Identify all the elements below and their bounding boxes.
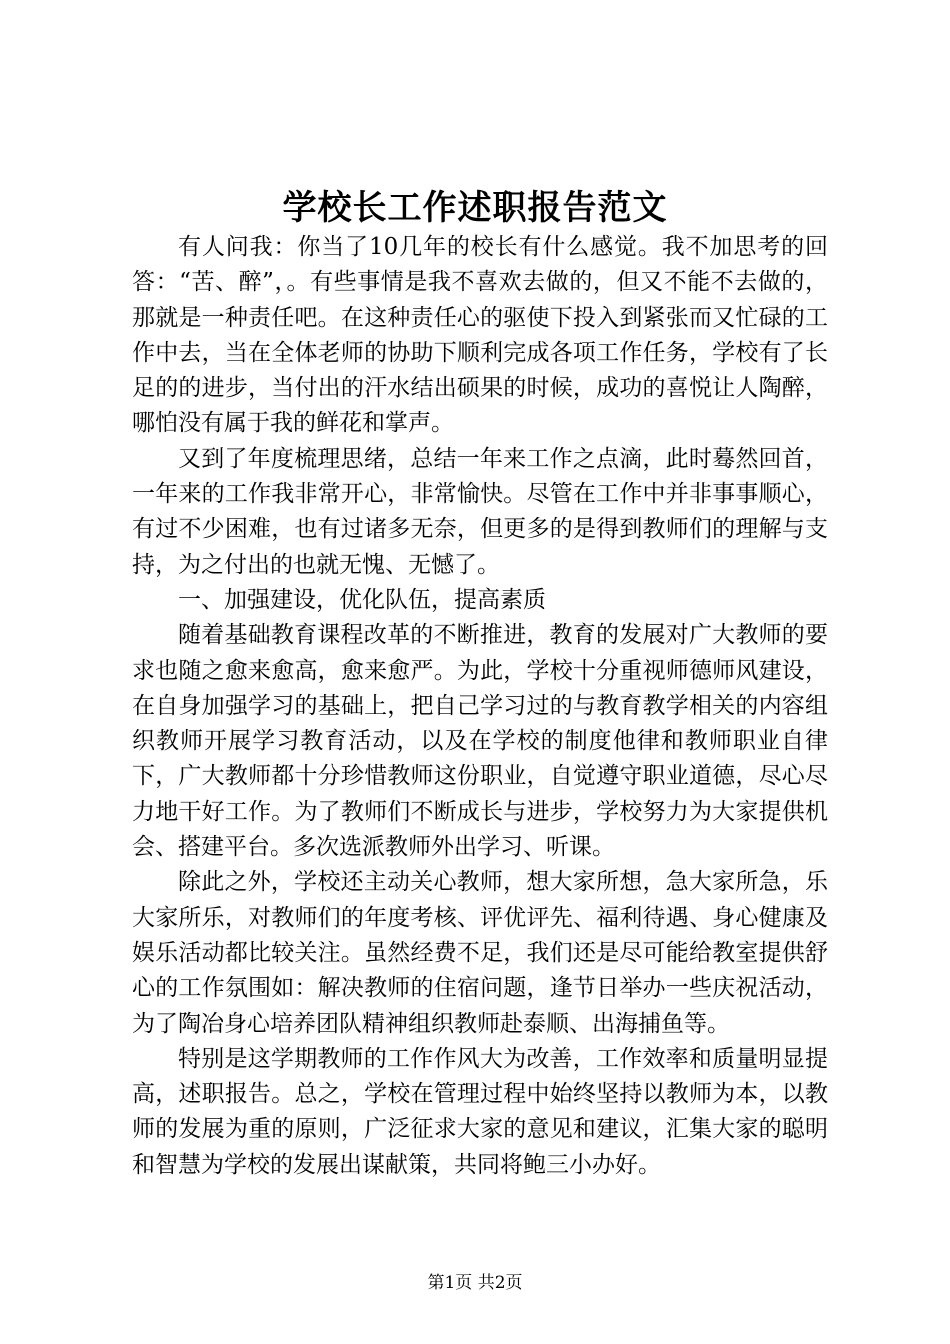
paragraph-teacher-care: 除此之外，学校还主动关心教师，想大家所想，急大家所急，乐大家所乐，对教师们的年度考核、评优评先、福利待遇、身心健康及娱乐活动都比较关注。虽然经费不足，我们还是尽可能给教室提供舒心的工作氛围如：解决教师的住宿问题，逢节日举办一些庆祝活动，为了陶冶身心培养团队精神组织教师赴泰顺、出海捕鱼等。	[132, 869, 828, 1037]
document-body	[132, 230, 828, 1183]
section-heading: 一、加强建设，优化队伍，提高素质	[178, 586, 546, 613]
paragraph-intro: 有人问我：你当了10几年的校长有什么感觉。我不加思考的回答：“苦、醉”，。有些事情是我不喜欢去做的，但又不能不去做的，那就是一种责任吧。在这种责任心的驱使下投入到紧张而又忙碌的工作中去，当在全体老师的协助下顺利完成各项工作任务，学校有了长足的的进步，当付出的汗水结出硕果的时候，成功的喜悦让人陶醉，哪怕没有属于我的鲜花和掌声。	[132, 234, 828, 437]
paragraph-teacher-ethics: 随着基础教育课程改革的不断推进，教育的发展对广大教师的要求也随之愈来愈高，愈来愈严。为此，学校十分重视师德师风建设，在自身加强学习的基础上，把自己学习过的与教育教学相关的内容组织教师开展学习教育活动，以及在学校的制度他律和教师职业自律下，广大教师都十分珍惜教师这份职业，自觉遵守职业道德，尽心尽力地干好工作。为了教师们不断成长与进步，学校努力为大家提供机会、搭建平台。多次选派教师外出学习、听课。	[132, 622, 828, 861]
paragraph-review: 又到了年度梳理思绪，总结一年来工作之点滴，此时蓦然回首，一年来的工作我非常开心，非常愉快。尽管在工作中并非事事顺心，有过不少困难，也有过诸多无奈，但更多的是得到教师们的理解与支持，为之付出的也就无愧、无憾了。	[132, 445, 828, 578]
paragraph-summary: 特别是这学期教师的工作作风大为改善，工作效率和质量明显提高，述职报告。总之，学校在管理过程中始终坚持以教师为本，以教师的发展为重的原则，广泛征求大家的意见和建议，汇集大家的聪明和智慧为学校的发展出谋献策，共同将鲍三小办好。	[132, 1045, 828, 1178]
page-number: 第1页 共2页	[427, 1273, 523, 1293]
page-title: 学校长工作述职报告范文	[282, 188, 668, 228]
